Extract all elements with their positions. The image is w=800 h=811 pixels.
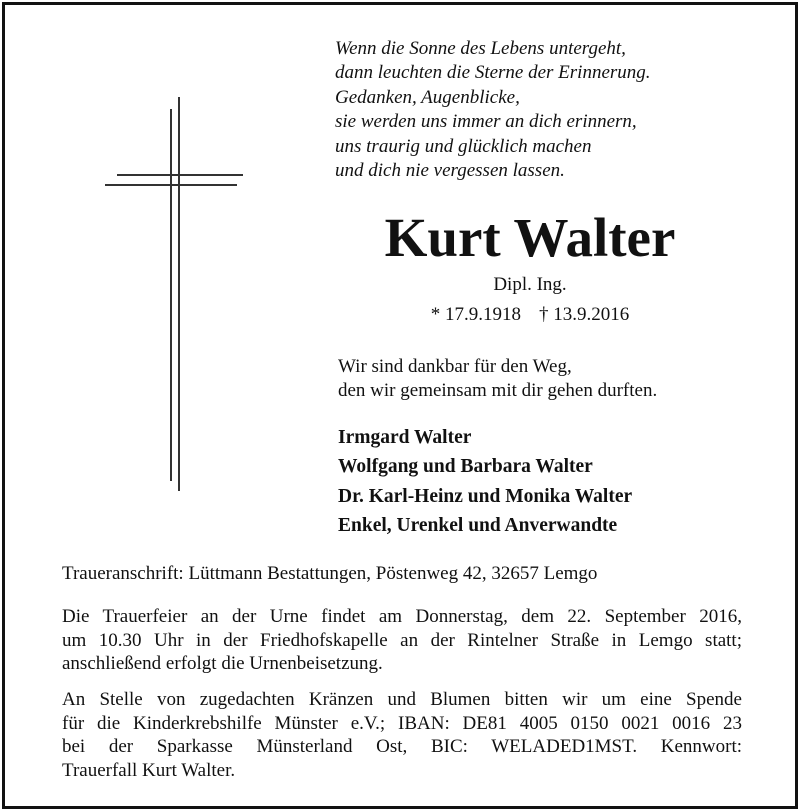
donation-line: bei der Sparkasse Münsterland Ost, BIC: WELADED1MST. Kennwort: xyxy=(62,736,742,757)
poem-line: Gedanken, Augenblicke, xyxy=(335,86,520,108)
deceased-name: Kurt Walter xyxy=(384,207,676,268)
mourner-name: Irmgard Walter xyxy=(338,427,472,448)
gratitude-text xyxy=(338,355,657,403)
death-date: † 13.9.2016 xyxy=(539,304,630,325)
ceremony-line: um 10.30 Uhr in der Friedhofskapelle an der Rintelner Straße in Lemgo statt; xyxy=(62,629,742,651)
memorial-poem xyxy=(335,37,651,183)
ceremony-line: Die Trauerfeier an der Urne findet am Donnerstag, dem 22. September 2016, xyxy=(62,606,742,627)
cross-icon xyxy=(5,5,265,505)
poem-line: und dich nie vergessen lassen. xyxy=(335,160,565,182)
birth-date: * 17.9.1918 xyxy=(430,304,521,325)
poem-line: sie werden uns immer an dich erinnern, xyxy=(335,111,637,133)
academic-title: Dipl. Ing. xyxy=(493,274,567,295)
donation-line: Trauerfall Kurt Walter. xyxy=(62,759,236,781)
mourner-name: Enkel, Urenkel und Anverwandte xyxy=(338,514,618,536)
life-dates xyxy=(365,303,695,327)
poem-line: dann leuchten die Sterne der Erinnerung. xyxy=(335,62,651,84)
mourner-name: Dr. Karl-Heinz und Monika Walter xyxy=(338,485,633,507)
donation-line: für die Kinderkrebshilfe Münster e.V.; IBAN: DE81 4005 0150 0021 0016 23 xyxy=(62,712,742,734)
poem-line: uns traurig und glücklich machen xyxy=(335,135,592,157)
gratitude-line: den wir gemeinsam mit dir gehen durften. xyxy=(338,380,658,401)
mourner-name: Wolfgang und Barbara Walter xyxy=(338,456,593,478)
ceremony-info xyxy=(62,605,742,676)
obituary-notice xyxy=(2,2,798,809)
mourners-list xyxy=(338,423,632,540)
donation-info xyxy=(62,688,742,782)
poem-line: Wenn die Sonne des Lebens untergeht, xyxy=(335,38,626,59)
donation-line: An Stelle von zugedachten Kränzen und Blumen bitten wir um eine Spende xyxy=(62,689,742,710)
mourning-address: Traueranschrift: Lüttmann Bestattungen, Pöstenweg 42, 32657 Lemgo xyxy=(62,563,598,584)
gratitude-line: Wir sind dankbar für den Weg, xyxy=(338,356,572,377)
ceremony-line: anschließend erfolgt die Urnenbeisetzung. xyxy=(62,653,383,674)
